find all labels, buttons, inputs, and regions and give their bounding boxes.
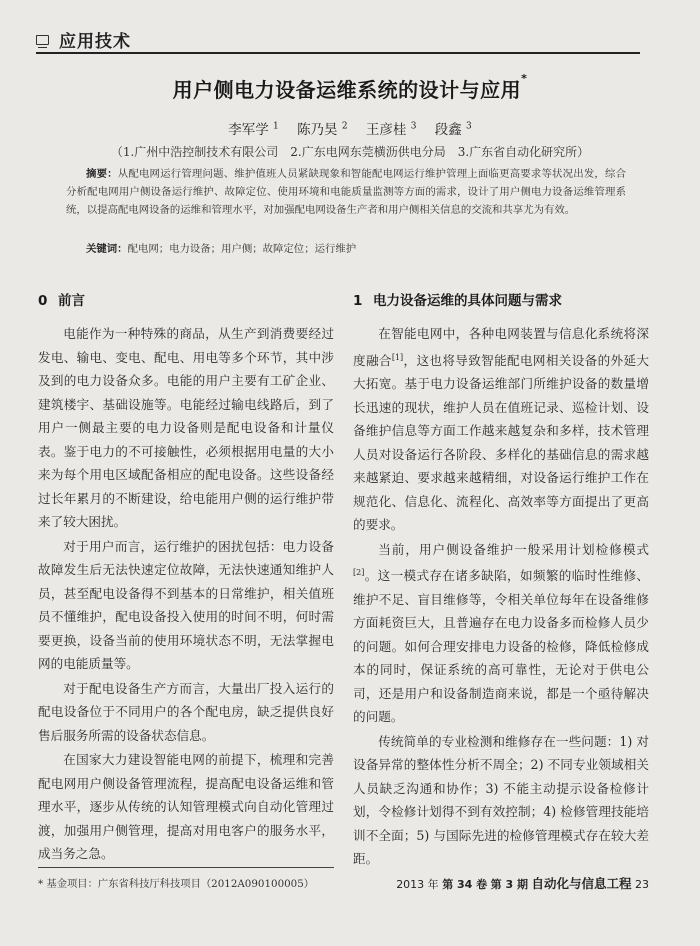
keywords-text: 配电网；电力设备；用户侧；故障定位；运行维护 [127, 243, 357, 255]
paragraph: 对于配电设备生产方而言，大量出厂投入运行的配电设备位于不同用户的各个配电房，缺乏提供良好售后服务所需的设备状态信息。 [38, 680, 334, 743]
section-header [36, 27, 636, 51]
monitor-icon [36, 35, 49, 45]
paragraph: 当前，用户侧设备维护一般采用计划检修模式[2]。这一模式存在诸多缺陷，如频繁的临时性维修、维护不足、盲目维修等，令相关单位每年在设备维修方面耗资巨大，且普遍存在电力设备多而检修人员少的问题。如何合理安排电力设备的检修，降低检修成本的同时，保证系统的高可靠性，无论对于供电公司，还是用户和设备制造商来说，都是一个亟待解决的问题。 [353, 541, 649, 725]
author: 陈乃昊 $^2$ [297, 121, 348, 138]
page-number: 23 [635, 878, 649, 891]
paragraph: 电能作为一种特殊的商品，从生产到消费要经过发电、输电、变电、配电、用电等多个环节，其中涉及到的电力设备众多。电能的用户主要有工矿企业、建筑楼宇、基础设施等。电能经过输电线路后，到了用户一侧最主要的电力设备则是配电设备和计量仪表。鉴于电力的不可接触性，必须根据用电量的大小来为每个用电区域配备相应的配电设备。这些设备经过长年累月的不断建设，给电能用户侧的运行维护带来了较大困扰。 [38, 326, 334, 529]
funding-footnote: * 基金项目：广东省科技厅科技项目（2012A090100005） [38, 878, 315, 890]
footer-issue: 第 3 期 [490, 878, 528, 891]
section-1-heading: 1 电力设备运维的具体问题与需求 [353, 293, 562, 309]
paragraph: 在智能电网中，各种电网装置与信息化系统将深度融合[1]，这也将导致智能配电网相关设备的外延大大拓宽。基于电力设备运维部门所维护设备的数量增长迅速的现状，维护人员在值班记录、巡检计划、设备维护信息等方面工作越来越复杂和多样，技术管理人员对设备运行各阶段、多样化的基础信息的需求越来越紧迫、要求越来越精细，对设备运行维护工作在规范化、信息化、流程化、高效率等方面提出了更高的要求。 [353, 326, 650, 533]
citation: [1] [391, 352, 404, 362]
keywords [86, 240, 626, 255]
page-footer [353, 874, 649, 892]
author: 王彦桂 $^3$ [365, 121, 417, 138]
paper-title [0, 74, 700, 103]
abstract-text: 从配电网运行管理问题、维护值班人员紧缺现象和智能配电网运行维护管理上面临更高要求等状况出发，综合分析配电网用户侧设备运行维护、故障定位、使用环境和电能质量监测等方面的需求，设计了用户侧电力设备运维管理系统，以提高配电网设备的运维和管理水平，对加强配电网设备生产者和用户侧相关信息的交流和共享尤为有效。 [66, 168, 626, 216]
author-list [0, 118, 700, 138]
right-column [353, 290, 649, 872]
header-rule [36, 52, 640, 54]
paragraph: 对于用户而言，运行维护的困扰包括：电力设备故障发生后无法快速定位故障，无法快速通知维护人员，甚至配电设备得不到基本的日常维护，相关值班员不懂维护，配电设备投入使用的时间不明，何时需要更换，设备当前的使用环境状态不明，无法掌握电网的电能质量等。 [38, 538, 334, 671]
section-title: 应用技术 [59, 31, 131, 52]
keywords-label: 关键词： [86, 243, 128, 255]
author: 段鑫 $^3$ [434, 121, 472, 138]
footer-volume: 第 34 卷 [442, 878, 488, 891]
author: 李军学 $^1$ [228, 121, 279, 138]
abstract [66, 165, 626, 219]
footer-year: 2013 年 [396, 878, 439, 891]
section-0-heading: 0 前言 [38, 293, 85, 309]
affiliations: （1.广州中浩控制技术有限公司 2.广东电网东莞横沥供电分局 3.广东省自动化研究所） [110, 145, 590, 159]
citation: [2] [353, 568, 365, 578]
title-footnote-mark: * [521, 72, 528, 85]
journal-name: 自动化与信息工程 [531, 876, 632, 891]
paragraph: 传统简单的专业检测和维修存在一些问题：1) 对设备异常的整体性分析不周全；2) 不同专业领域相关人员缺乏沟通和协作；3) 不能主动提示设备检修计划，令检修计划得不到有效控制；4) 检修管理技能培训不全面；5) 与国际先进的检修管理模式存在较大差距。 [353, 733, 649, 867]
left-column [38, 290, 334, 867]
paragraph: 在国家大力建设智能电网的前提下，梳理和完善配电网用户侧设备管理流程，提高配电设备运维和管理水平，逐步从传统的认知管理模式向自动化管理过渡，加强用户侧管理，提高对用电客户的服务水平，成当务之急。 [38, 752, 334, 861]
abstract-label: 摘要： [86, 168, 118, 180]
paper-title-text: 用户侧电力设备运维系统的设计与应用 [172, 78, 522, 102]
footnote-rule [38, 867, 334, 868]
